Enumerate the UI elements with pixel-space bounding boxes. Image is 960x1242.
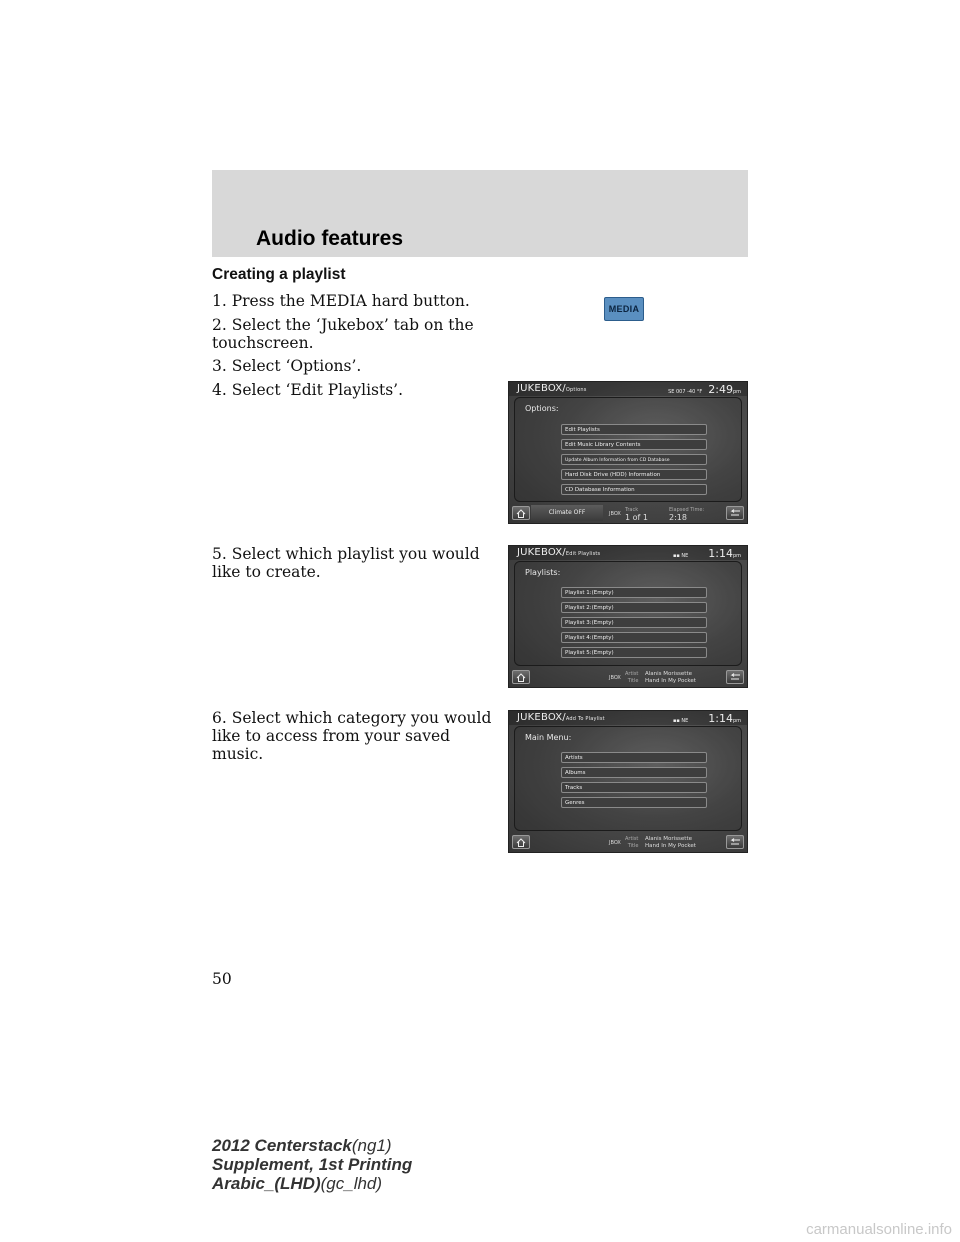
meta-values: Alanis Morissette Hand In My Pocket [645,671,696,684]
screen-top-bar [509,546,747,560]
meta-values: Alanis Morissette Hand In My Pocket [645,836,696,849]
screen-top-bar [509,711,747,725]
menu-item-albums[interactable]: Albums [561,767,707,778]
home-button[interactable] [512,835,530,849]
step-5: 5. Select which playlist you would like to create. [212,545,480,581]
options-panel [514,397,742,502]
meta-labels: Artist Title [625,836,639,849]
playlists-panel [514,561,742,666]
back-button[interactable] [726,506,744,520]
footer: 2012 Centerstack(ng1) Supplement, 1st Printing Arabic_(LHD)(gc_lhd) [212,1136,413,1193]
home-icon [516,673,526,682]
screen-status: SE 007 -40 °F 2:49pm [668,383,741,396]
back-button[interactable] [726,670,744,684]
screen-bottom-bar [509,503,747,523]
menu-item-genres[interactable]: Genres [561,797,707,808]
screen-title: JUKEBOX/Options [517,383,587,394]
screen-title: JUKEBOX/Add To Playlist [517,712,605,723]
panel-label: Main Menu: [525,733,572,742]
page-number: 50 [212,970,232,988]
header-band [212,170,748,257]
home-icon [516,838,526,847]
playlist-3-item[interactable]: Playlist 3:(Empty) [561,617,707,628]
back-button[interactable] [726,835,744,849]
menu-item-edit-library[interactable]: Edit Music Library Contents [561,439,707,450]
source-label: JBOX [609,675,621,681]
menu-item-cd-database[interactable]: CD Database Information [561,484,707,495]
screen-bottom-bar [509,832,747,852]
panel-label: Playlists: [525,568,561,577]
panel-label: Options: [525,404,559,413]
menu-item-hdd-info[interactable]: Hard Disk Drive (HDD) Information [561,469,707,480]
back-arrow-icon [730,509,741,517]
home-button[interactable] [512,670,530,684]
screen-title: JUKEBOX/Edit Playlists [517,547,601,558]
playlist-1-item[interactable]: Playlist 1:(Empty) [561,587,707,598]
home-icon [516,509,526,518]
step-1: 1. Press the MEDIA hard button. [212,292,470,310]
playlist-5-item[interactable]: Playlist 5:(Empty) [561,647,707,658]
playlist-4-item[interactable]: Playlist 4:(Empty) [561,632,707,643]
back-arrow-icon [730,673,741,681]
menu-item-update-album[interactable]: Update Album Information from CD Database [561,454,707,465]
climate-button[interactable]: Climate OFF [531,505,603,521]
meta-labels: Artist Title [625,671,639,684]
screen-top-bar [509,382,747,396]
step-6: 6. Select which category you would like to access from your saved music. [212,709,492,763]
screen-bottom-bar [509,667,747,687]
page-header-title: Audio features [256,227,404,250]
elapsed-info: Elapsed Time: 2:18 [669,507,705,522]
media-button-icon: MEDIA [604,297,644,321]
main-menu-panel [514,726,742,831]
step-3: 3. Select ‘Options’. [212,357,362,375]
screen-status: ▪▪ NE 1:14pm [672,712,741,725]
menu-item-edit-playlists[interactable]: Edit Playlists [561,424,707,435]
back-arrow-icon [730,838,741,846]
section-title: Creating a playlist [212,266,346,283]
menu-item-artists[interactable]: Artists [561,752,707,763]
step-2: 2. Select the ‘Jukebox’ tab on the touchscreen. [212,316,474,352]
menu-item-tracks[interactable]: Tracks [561,782,707,793]
watermark: carmanualsonline.info [806,1221,952,1238]
track-info: Track 1 of 1 [625,507,648,522]
add-to-playlist-screen [508,710,748,853]
step-4: 4. Select ‘Edit Playlists’. [212,381,404,399]
playlist-2-item[interactable]: Playlist 2:(Empty) [561,602,707,613]
screen-status: ▪▪ NE 1:14pm [672,547,741,560]
edit-playlists-screen [508,545,748,688]
home-button[interactable] [512,506,530,520]
source-label: JBOX [609,511,621,517]
source-label: JBOX [609,840,621,846]
options-screen [508,381,748,524]
